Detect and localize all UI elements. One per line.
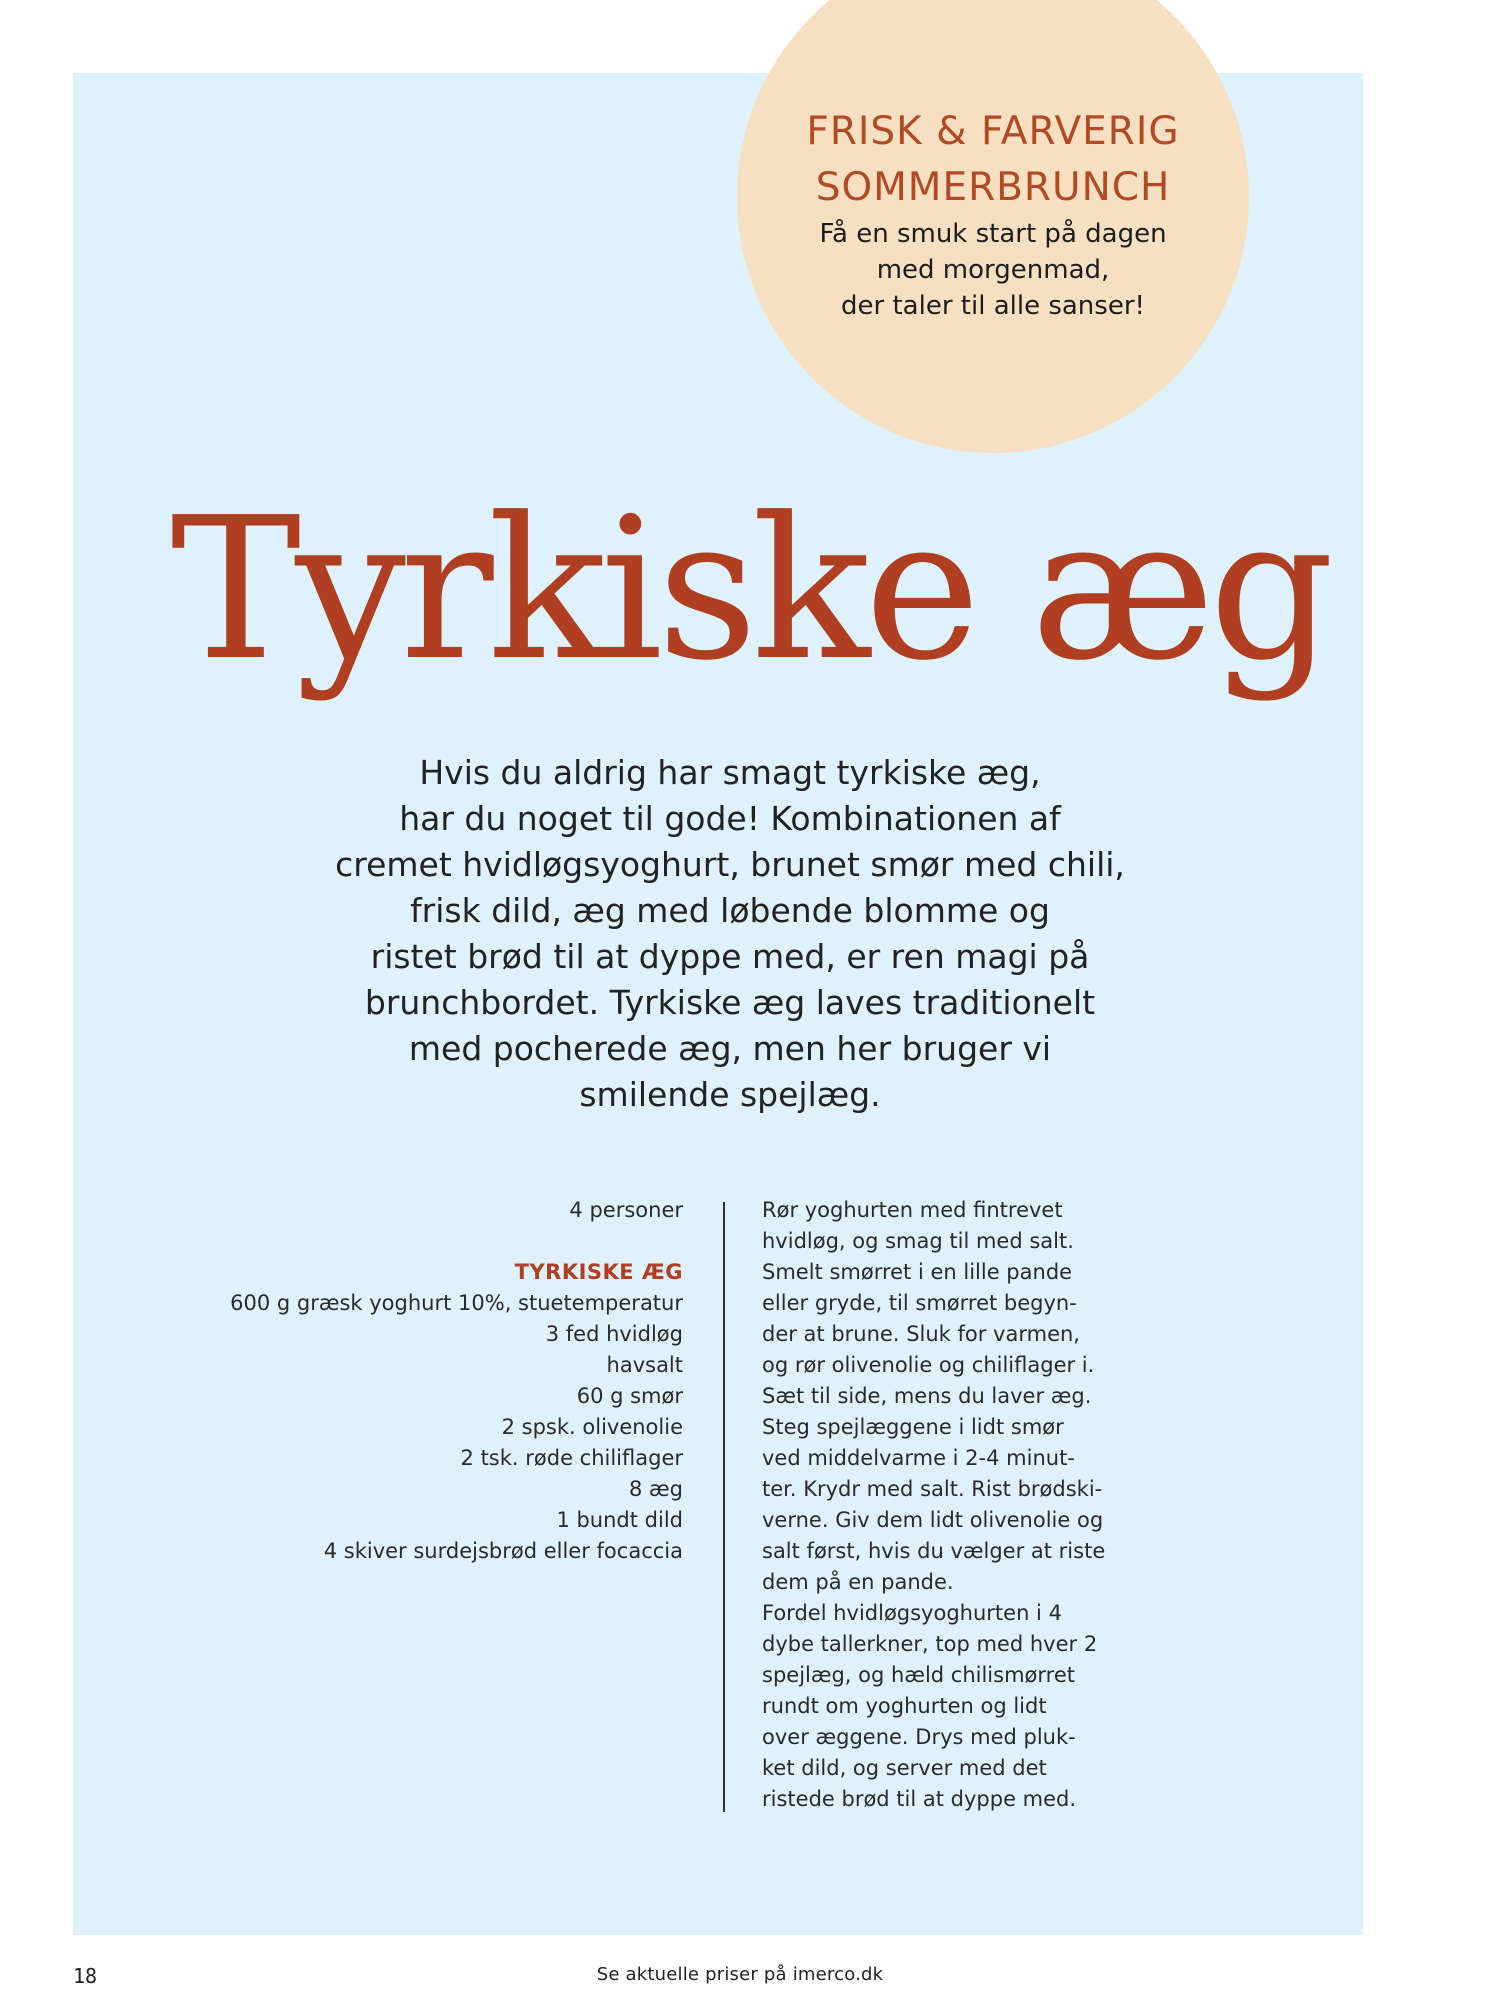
page-number: 18 — [73, 1964, 98, 1988]
badge-subtitle-line: der taler til alle sanser! — [841, 291, 1145, 321]
intro-line: cremet hvidløgsyoghurt, brunet smør med chili, — [335, 845, 1125, 884]
ingredient-list — [150, 1288, 683, 1567]
badge-subtitle-line: med morgenmad, — [876, 255, 1110, 285]
badge-title-line: FRISK & FARVERIG — [806, 109, 1180, 154]
badge-subtitle — [737, 216, 1249, 324]
badge-title-line: SOMMERBRUNCH — [815, 165, 1171, 210]
method-line: hvidløg, og smag til med salt. — [762, 1229, 1074, 1253]
ingredient-group-title: TYRKISKE ÆG — [514, 1260, 683, 1284]
servings-label: 4 personer — [569, 1198, 683, 1222]
method-line: spejlæg, og hæld chilismørret — [762, 1663, 1075, 1687]
method-line: ristede brød til at dyppe med. — [762, 1787, 1077, 1811]
ingredient-item: 3 fed hvidløg — [545, 1322, 683, 1346]
badge-subtitle-line: Få en smuk start på dagen — [819, 219, 1167, 249]
method-line: dybe tallerkner, top med hver 2 — [762, 1632, 1098, 1656]
method-line: Steg spejlæggene i lidt smør — [762, 1415, 1064, 1439]
method-line: Smelt smørret i en lille pande — [762, 1260, 1073, 1284]
intro-line: har du noget til gode! Kombinationen af — [399, 799, 1061, 838]
ingredient-item: 600 g græsk yoghurt 10%, stuetemperatur — [230, 1291, 683, 1315]
method-line: Sæt til side, mens du laver æg. — [762, 1384, 1092, 1408]
intro-line: Hvis du aldrig har smagt tyrkiske æg, — [419, 753, 1041, 792]
ingredient-item: 60 g smør — [576, 1384, 683, 1408]
badge-title — [737, 104, 1249, 216]
footer-text: Se aktuelle priser på imerco.dk — [596, 1964, 884, 1985]
method-line: ter. Krydr med salt. Rist brødski- — [762, 1477, 1103, 1501]
ingredient-item: 2 spsk. olivenolie — [501, 1415, 683, 1439]
ingredient-item: 4 skiver surdejsbrød eller focaccia — [323, 1539, 683, 1563]
intro-text — [260, 750, 1200, 1118]
method-line: salt først, hvis du vælger at riste — [762, 1539, 1106, 1563]
ingredients-column — [150, 1195, 683, 1567]
method-line: rundt om yoghurten og lidt — [762, 1694, 1047, 1718]
method-line: der at brune. Sluk for varmen, — [762, 1322, 1080, 1346]
intro-line: brunchbordet. Tyrkiske æg laves traditionelt — [364, 983, 1096, 1022]
ingredient-item: 8 æg — [629, 1477, 683, 1501]
intro-line: frisk dild, æg med løbende blomme og — [410, 891, 1050, 930]
ingredient-item: 1 bundt dild — [556, 1508, 683, 1532]
method-line: ved middelvarme i 2-4 minut- — [762, 1446, 1075, 1470]
method-line: over æggene. Drys med pluk- — [762, 1725, 1076, 1749]
column-divider — [723, 1202, 725, 1812]
ingredient-item: 2 tsk. røde chiliflager — [460, 1446, 683, 1470]
method-line: ket dild, og server med det — [762, 1756, 1047, 1780]
method-line: Rør yoghurten med fintrevet — [762, 1198, 1063, 1222]
recipe-headline: Tyrkiske æg — [170, 476, 1329, 704]
method-line: eller gryde, til smørret begyn- — [762, 1291, 1077, 1315]
intro-line: smilende spejlæg. — [579, 1075, 881, 1114]
method-line: dem på en pande. — [762, 1570, 954, 1594]
intro-line: ristet brød til at dyppe med, er ren magi på — [370, 937, 1090, 976]
method-line: verne. Giv dem lidt olivenolie og — [762, 1508, 1104, 1532]
method-line: og rør olivenolie og chiliflager i. — [762, 1353, 1095, 1377]
ingredient-item: havsalt — [606, 1353, 683, 1377]
intro-line: med pocherede æg, men her bruger vi — [408, 1029, 1052, 1068]
method-column — [762, 1195, 1162, 1815]
method-line: Fordel hvidløgsyoghurten i 4 — [762, 1601, 1062, 1625]
